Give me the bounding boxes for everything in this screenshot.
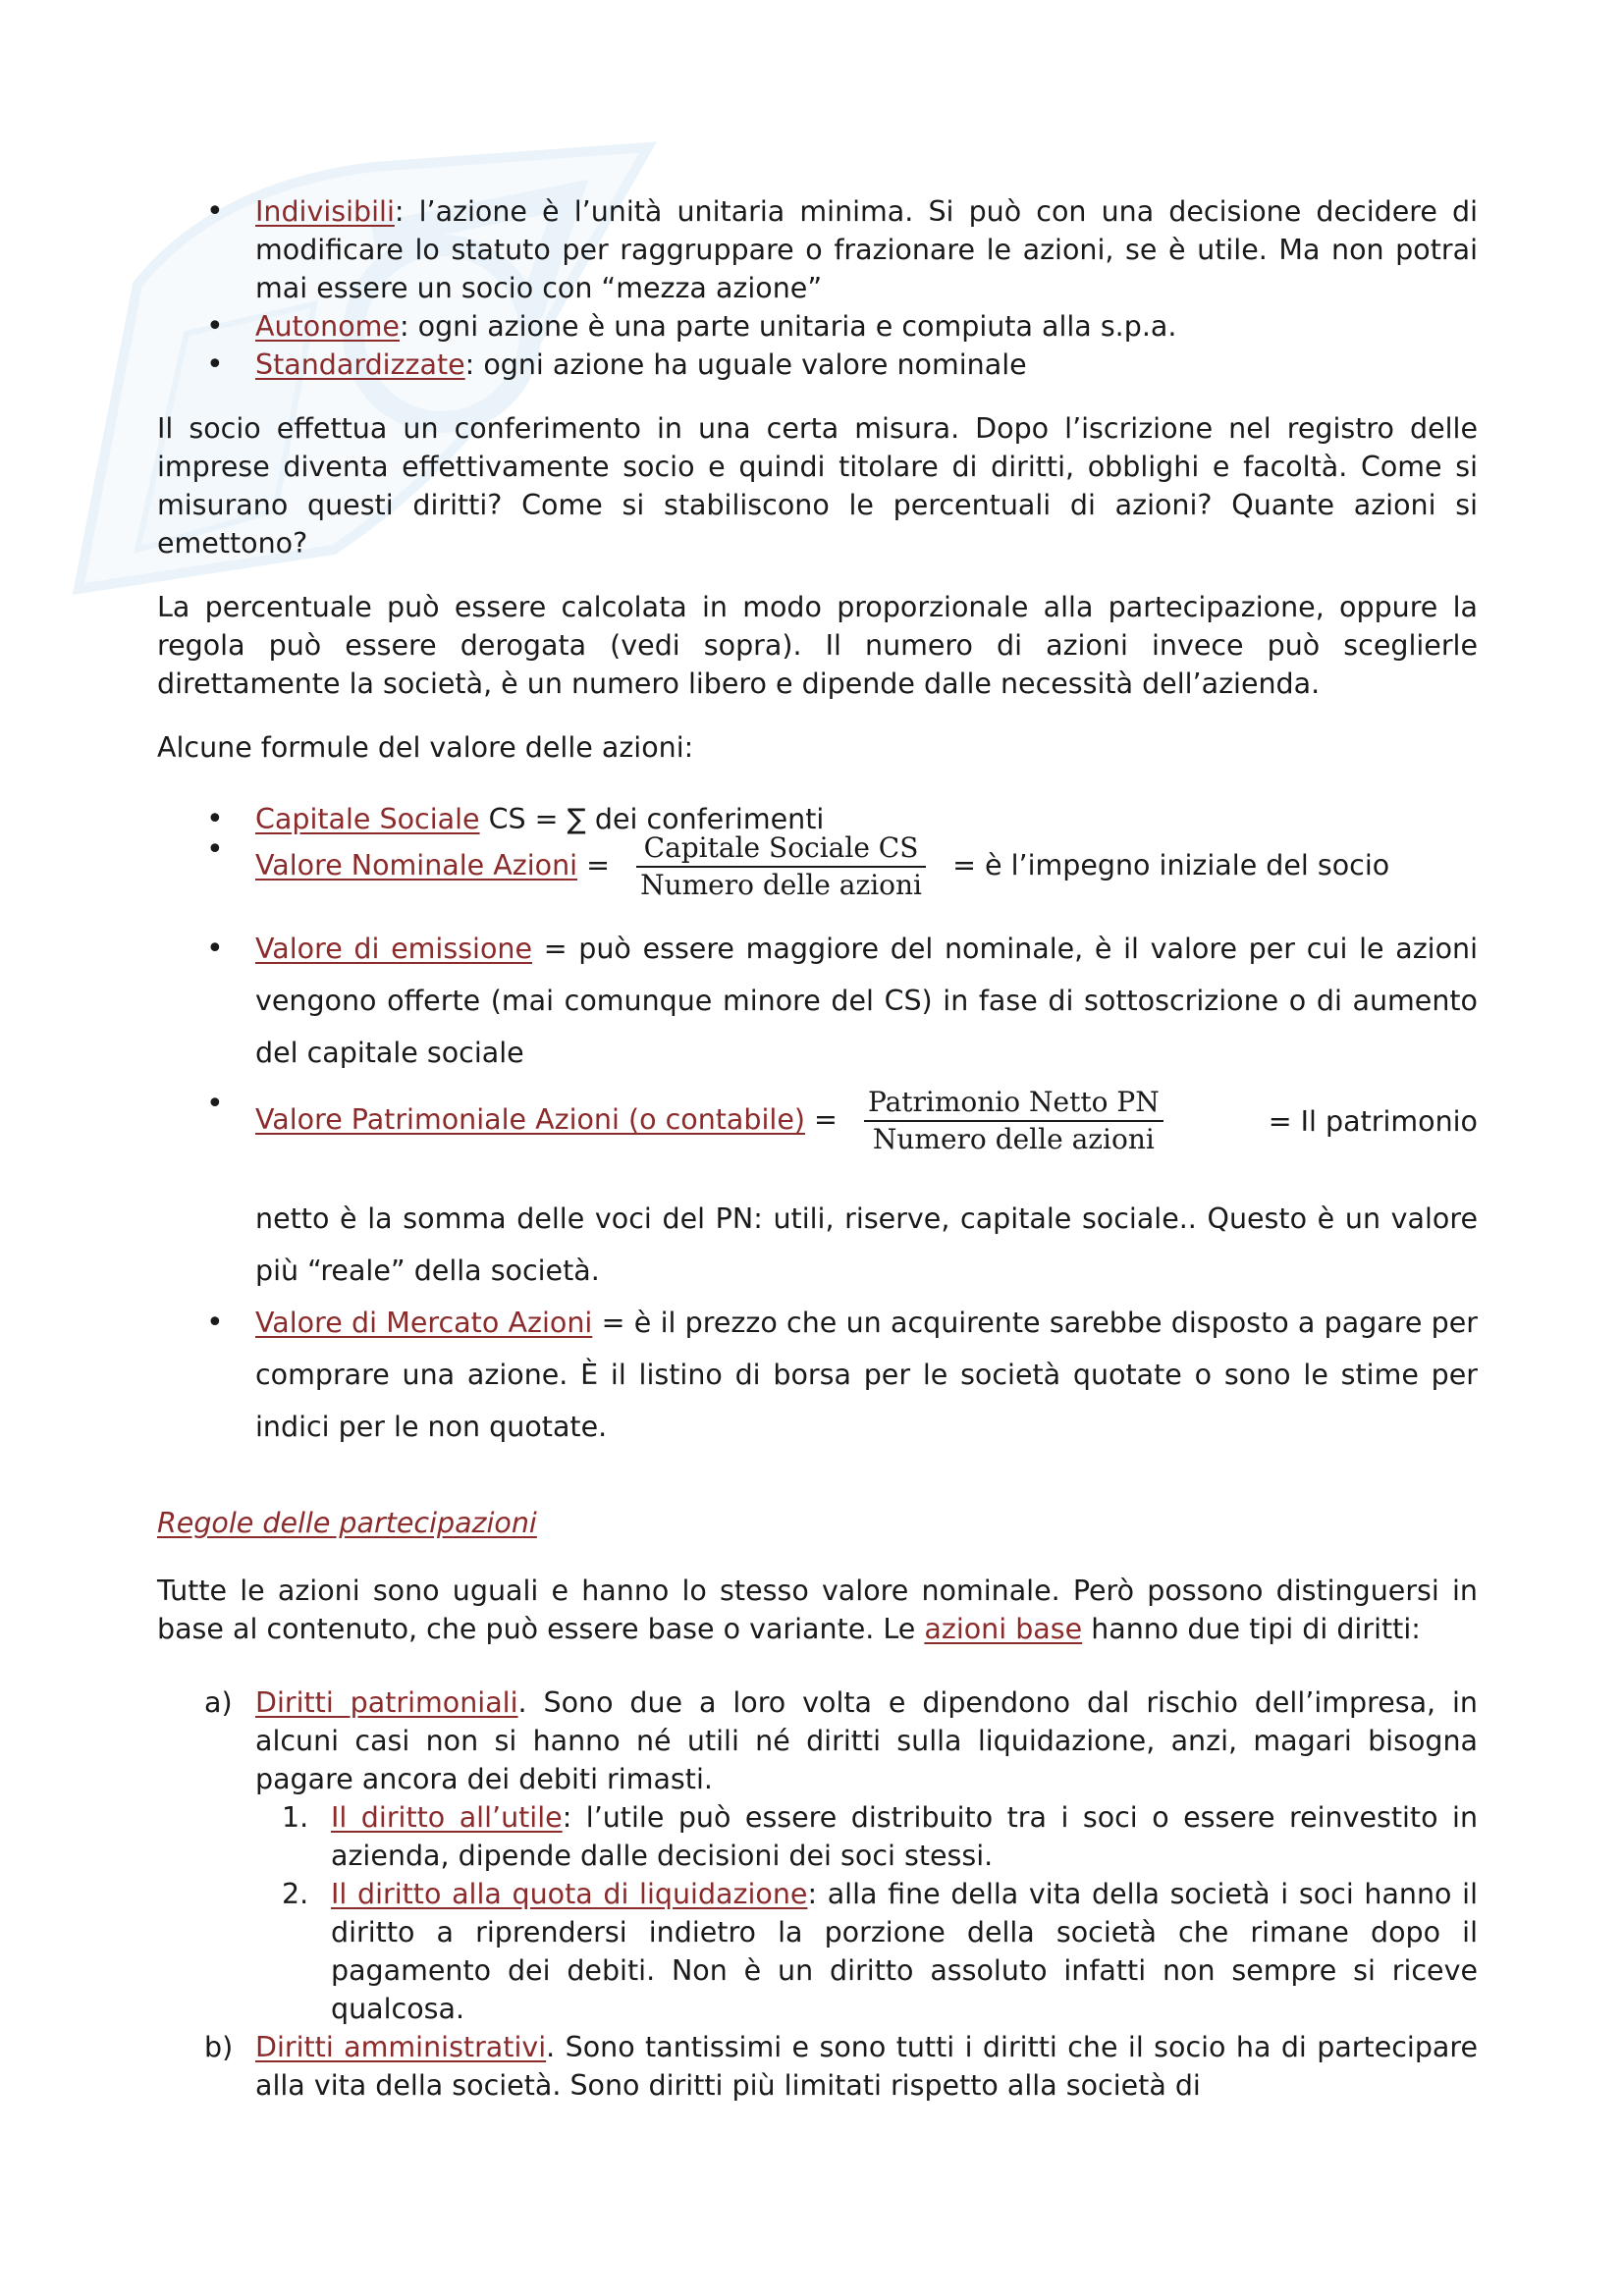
list-item-text: : l’azione è l’unità unitaria minima. Si può con una decisione decidere di modificare lo statuto per raggruppare o frazionare le azioni, se è utile. Ma non potrai mai essere un socio con “mezza azione” <box>255 195 1478 304</box>
formula-text: = può essere maggiore del nominale, è il valore per cui le azioni vengono offerte (mai comunque minore del CS) in fase di sottoscrizione o di aumento del capitale sociale <box>255 933 1478 1069</box>
formula-equals: = <box>804 1103 838 1136</box>
sub-list-item <box>255 1798 1478 1875</box>
list-marker: 1. <box>282 1801 309 1834</box>
list-item <box>157 192 1478 307</box>
sub-list <box>255 1798 1478 2028</box>
formula-valore-patrimoniale <box>157 1085 1478 1297</box>
formula-equals: = <box>577 849 611 881</box>
fraction-capitale-su-azioni <box>636 830 926 903</box>
list-item-text: : l’utile può essere distribuito tra i soci o essere reinvestito in azienda, dipende dalle decisioni dei soci stessi. <box>331 1801 1479 1872</box>
term-indivisibili: Indivisibili <box>255 195 395 228</box>
term-standardizzate: Standardizzate <box>255 348 465 381</box>
paragraph-text: Tutte le azioni sono uguali e hanno lo stesso valore nominale. Però possono distinguersi in base al contenuto, che può essere base o variante. Le <box>157 1575 1478 1645</box>
fraction-denominator: Numero delle azioni <box>872 1123 1155 1155</box>
formula-text: CS = ∑ dei conferimenti <box>479 803 825 835</box>
paragraph <box>157 1572 1478 1648</box>
formula-text: = è il prezzo che un acquirente sarebbe disposto a pagare per comprare una azione. È il listino di borsa per le società quotate o sono le stime per indici per le non quotate. <box>255 1307 1479 1443</box>
fraction-numerator: Patrimonio Netto PN <box>864 1085 1163 1122</box>
sub-list-item <box>255 1875 1478 2028</box>
fraction-numerator: Capitale Sociale CS <box>636 830 926 868</box>
term-valore-nominale: Valore Nominale Azioni <box>255 849 578 881</box>
list-item-text: : alla fine della vita della società i soci hanno il diritto a riprendersi indietro la porzione della società che rimane dopo il pagamento dei debiti. Non è un diritto assoluto infatti non sempre si riceve qualcosa. <box>331 1878 1478 2025</box>
bullet-list-formulas <box>157 800 1478 1453</box>
term-diritto-liquidazione: Il diritto alla quota di liquidazione <box>331 1878 808 1910</box>
list-marker: 2. <box>282 1878 309 1910</box>
document-page <box>157 192 1478 2105</box>
fraction-patrimonio-su-azioni <box>864 1085 1163 1157</box>
list-marker: b) <box>204 2031 234 2063</box>
list-item-text: : ogni azione ha uguale valore nominale <box>464 348 1027 381</box>
list-item-text: . Sono tantissimi e sono tutti i diritti che il socio ha di partecipare alla vita della società. Sono diritti più limitati rispetto alla società di <box>255 2031 1478 2102</box>
formula-valore-nominale <box>157 830 1478 903</box>
list-marker: a) <box>204 1686 233 1719</box>
bullet-list-characteristics <box>157 192 1478 384</box>
list-item-text: : ogni azione è una parte unitaria e compiuta alla s.p.a. <box>399 310 1177 343</box>
list-item-diritti-amministrativi <box>157 2028 1478 2105</box>
paragraph: Il socio effettua un conferimento in una certa misura. Dopo l’iscrizione nel registro delle imprese diventa effettivamente socio e quindi titolare di diritti, obblighi e facoltà. Come si misurano questi diritti? Come si stabiliscono le percentuali di azioni? Quante azioni si emettono? <box>157 412 1478 560</box>
formula-text: = è l’impegno iniziale del socio <box>952 849 1390 881</box>
term-capitale-sociale: Capitale Sociale <box>255 803 480 835</box>
fraction-denominator: Numero delle azioni <box>640 869 922 901</box>
term-diritti-patrimoniali: Diritti patrimoniali <box>255 1686 518 1719</box>
term-diritti-amministrativi: Diritti amministrativi <box>255 2031 547 2063</box>
term-diritto-utile: Il diritto all’utile <box>331 1801 563 1834</box>
term-valore-mercato: Valore di Mercato Azioni <box>255 1307 593 1339</box>
formula-text: = Il patrimonio <box>1268 1104 1478 1138</box>
term-azioni-base: azioni base <box>924 1613 1083 1645</box>
list-item <box>157 346 1478 384</box>
list-item-text: . Sono due a loro volta e dipendono dal rischio dell’impresa, in alcuni casi non si hanno né utili né diritti sulla liquidazione, anzi, magari bisogna pagare ancora dei debiti rimasti. <box>255 1686 1478 1795</box>
term-valore-patrimoniale: Valore Patrimoniale Azioni (o contabile) <box>255 1103 805 1136</box>
list-item-diritti-patrimoniali <box>157 1683 1478 2028</box>
formula-continuation: netto è la somma delle voci del PN: utili, riserve, capitale sociale.. Questo è un valore più “reale” della società. <box>255 1202 1478 1287</box>
formula-valore-emissione <box>157 923 1478 1079</box>
term-autonome: Autonome <box>255 310 400 343</box>
section-heading: Regole delle partecipazioni <box>157 1507 537 1539</box>
paragraph: Alcune formule del valore delle azioni: <box>157 731 694 764</box>
formula-valore-mercato <box>157 1297 1478 1453</box>
paragraph: La percentuale può essere calcolata in modo proporzionale alla partecipazione, oppure la regola può essere derogata (vedi sopra). Il numero di azioni invece può sceglierle direttamente la società, è un numero libero e dipende dalle necessità dell’azienda. <box>157 591 1478 700</box>
term-valore-emissione: Valore di emissione <box>255 933 532 965</box>
list-item <box>157 307 1478 346</box>
paragraph-text: hanno due tipi di diritti: <box>1082 1613 1421 1645</box>
rights-list <box>157 1683 1478 2105</box>
